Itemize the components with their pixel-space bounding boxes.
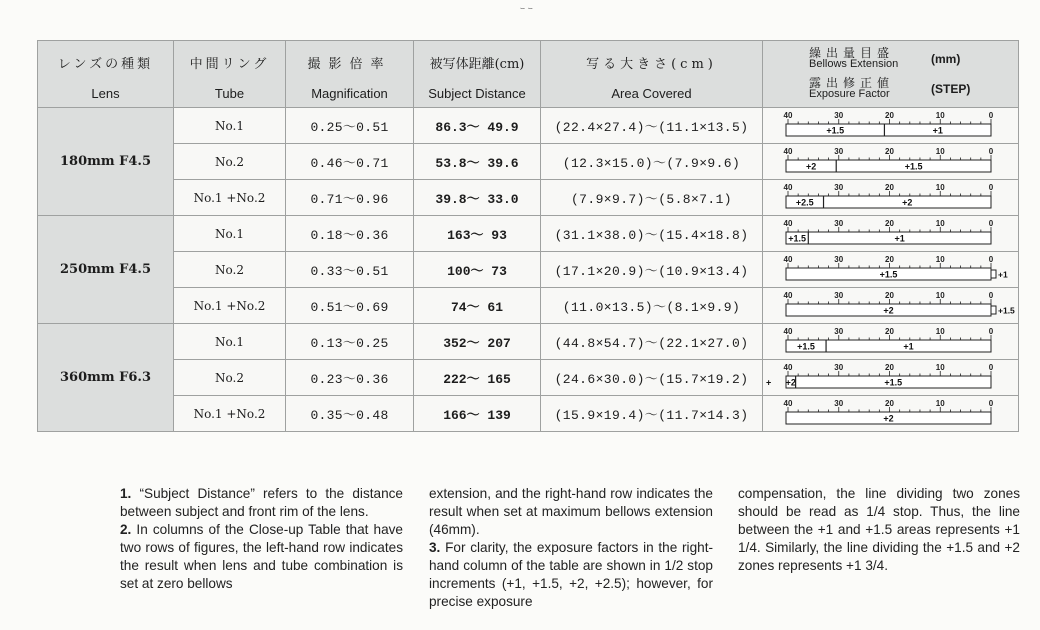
scale-tick-label: 0 [988,255,994,264]
scale-tick-label: 10 [935,147,945,156]
exposure-zone-label: +1 [903,341,914,352]
notes-column-2 [429,485,713,611]
exposure-zone-label: +2 [883,413,894,424]
area-cell: (24.6×30.0)〜(15.7×19.2) [541,360,763,396]
closeup-table-wrapper [37,40,1018,426]
tube-cell: No.1 [174,108,286,144]
exposure-zone-label: +1 [894,233,905,244]
tube-cell: No.1 [174,324,286,360]
distance-cell: 53.8〜 39.6 [414,144,541,180]
bellows-scale [763,144,1019,179]
notes-column-3 [738,485,1020,575]
scale-tick-label: 40 [783,111,793,120]
magnification-cell: 0.25〜0.51 [286,108,414,144]
bellows-scale-cell [763,288,1019,324]
distance-cell: 39.8〜 33.0 [414,180,541,216]
distance-cell: 222〜 165 [414,360,541,396]
header-bellows-exposure: 繰出量目盛 Bellows Extension (mm) 露出修正値 Exposure Factor (STEP) [763,41,1019,108]
exposure-overflow-label: +1 [998,269,1008,280]
scale-tick-label: 10 [935,255,945,264]
scale-tick-label: 10 [935,399,945,408]
bellows-scale [763,396,1019,431]
scale-tick-label: 40 [783,291,793,300]
scale-tick-label: 10 [935,219,945,228]
scale-tick-label: 20 [885,399,894,408]
magnification-cell: 0.23〜0.36 [286,360,414,396]
area-cell: (31.1×38.0)〜(15.4×18.8) [541,216,763,252]
scale-tick-label: 0 [988,147,994,156]
exposure-zone-label: +2 [902,197,913,208]
note-paragraph: 3. For clarity, the exposure factors in the right-hand column of the table are shown in 1/2 stop increments (+1, +1.5, +2, +2.5); however, for precise exposure [429,540,713,609]
exposure-box [786,340,991,352]
tube-cell: No.1 [174,216,286,252]
exposure-zone-label: +2.5 [795,197,814,208]
tube-cell: No.1 +No.2 [174,180,286,216]
scale-tick-label: 20 [885,327,894,336]
bellows-scale [763,288,1019,323]
distance-cell: 163〜 93 [414,216,541,252]
top-mark: ｰ ｰ [520,4,533,15]
scale-tick-label: 40 [783,255,793,264]
scale-tick-label: 0 [988,363,994,372]
scale-tick-label: 40 [783,183,793,192]
tube-cell: No.1 +No.2 [174,396,286,432]
scale-tick-label: 10 [935,327,945,336]
tube-cell: No.2 [174,360,286,396]
note-paragraph: 2. In columns of the Close-up Table that have two rows of figures, the left-hand row indicates the result when lens and tube combination is set at zero bellows [120,522,403,591]
overflow-box [991,270,996,278]
tube-cell: No.1 +No.2 [174,288,286,324]
exposure-overflow-label: +1.5 [998,305,1015,316]
table-row [38,180,1019,216]
magnification-cell: 0.18〜0.36 [286,216,414,252]
header-area-covered: 写る大きさ(cm) Area Covered [541,41,763,108]
table-row [38,252,1019,288]
bellows-scale [763,108,1019,143]
scale-tick-label: 10 [935,291,945,300]
scale-tick-label: 40 [783,147,793,156]
lens-cell: 250mm F4.5 [38,216,174,324]
tube-cell: No.2 [174,144,286,180]
bellows-scale [763,216,1019,251]
area-cell: (11.0×13.5)〜(8.1×9.9) [541,288,763,324]
scale-tick-label: 30 [834,255,844,264]
magnification-cell: 0.13〜0.25 [286,324,414,360]
exposure-box [786,160,991,172]
area-cell: (44.8×54.7)〜(22.1×27.0) [541,324,763,360]
scale-tick-label: 20 [885,255,894,264]
table-row [38,360,1019,396]
exposure-overflow-label: + [766,377,772,388]
scale-tick-label: 10 [935,363,945,372]
exposure-zone-label: +1 [932,125,943,136]
distance-cell: 100〜 73 [414,252,541,288]
scale-tick-label: 20 [885,183,894,192]
scale-tick-label: 30 [834,291,844,300]
distance-cell: 166〜 139 [414,396,541,432]
magnification-cell: 0.46〜0.71 [286,144,414,180]
magnification-cell: 0.35〜0.48 [286,396,414,432]
exposure-zone-label: +1.5 [826,125,845,136]
table-row [38,396,1019,432]
bellows-scale [763,324,1019,359]
scale-tick-label: 20 [885,363,894,372]
header-tube: 中間リング Tube [174,41,286,108]
note-paragraph: 1. “Subject Distance” refers to the distance between subject and front rim of the lens. [120,486,403,519]
scale-tick-label: 40 [783,327,793,336]
area-cell: (22.4×27.4)〜(11.1×13.5) [541,108,763,144]
bellows-scale [763,252,1019,287]
lens-cell: 360mm F6.3 [38,324,174,432]
table-row [38,144,1019,180]
bellows-scale-cell [763,252,1019,288]
scale-tick-label: 30 [834,399,844,408]
exposure-zone-label: +1.5 [904,161,923,172]
scale-tick-label: 10 [935,111,945,120]
area-cell: (7.9×9.7)〜(5.8×7.1) [541,180,763,216]
header-magnification: 撮影倍率 Magnification [286,41,414,108]
scale-tick-label: 30 [834,147,844,156]
bellows-scale-cell [763,108,1019,144]
distance-cell: 86.3〜 49.9 [414,108,541,144]
note-paragraph: compensation, the line dividing two zones should be read as 1/4 stop. Thus, the line between the +1 and +1.5 areas represents +1 1/4. Similarly, the line dividing the +1.5 and +2 zones represents +1 3/4. [738,486,1020,573]
exposure-box [786,196,991,208]
table-header-row [38,41,1019,108]
overflow-box [991,306,996,314]
exposure-zone-label: +1.5 [879,269,898,280]
area-cell: (17.1×20.9)〜(10.9×13.4) [541,252,763,288]
bellows-scale-cell [763,180,1019,216]
tube-cell: No.2 [174,252,286,288]
scale-tick-label: 30 [834,183,844,192]
scale-tick-label: 20 [885,147,894,156]
scale-tick-label: 10 [935,183,945,192]
exposure-zone-label: +2 [785,377,796,388]
magnification-cell: 0.33〜0.51 [286,252,414,288]
table-row [38,108,1019,144]
bellows-scale-cell [763,396,1019,432]
table-row [38,324,1019,360]
scale-tick-label: 0 [988,399,994,408]
distance-cell: 352〜 207 [414,324,541,360]
bellows-scale-cell [763,144,1019,180]
exposure-zone-label: +1.5 [797,341,815,352]
scale-tick-label: 30 [834,363,844,372]
scale-tick-label: 20 [885,219,894,228]
area-cell: (15.9×19.4)〜(11.7×14.3) [541,396,763,432]
table-body [38,108,1019,432]
scale-tick-label: 20 [885,291,894,300]
header-lens: レンズの種類 Lens [38,41,174,108]
exposure-zone-label: +1.5 [884,377,903,388]
header-subject-distance: 被写体距離(cm) Subject Distance [414,41,541,108]
scale-tick-label: 0 [988,291,994,300]
scale-tick-label: 40 [783,399,793,408]
exposure-box [786,232,991,244]
lens-cell: 180mm F4.5 [38,108,174,216]
exposure-box [786,124,991,136]
bellows-scale-cell [763,324,1019,360]
magnification-cell: 0.51〜0.69 [286,288,414,324]
bellows-scale [763,180,1019,215]
bellows-scale [763,360,1019,395]
magnification-cell: 0.71〜0.96 [286,180,414,216]
scale-tick-label: 30 [834,111,844,120]
scale-tick-label: 0 [988,183,994,192]
closeup-table [37,40,1019,432]
scale-tick-label: 20 [885,111,894,120]
scale-tick-label: 30 [834,219,844,228]
distance-cell: 74〜 61 [414,288,541,324]
scale-tick-label: 0 [988,111,994,120]
table-row [38,288,1019,324]
table-row [38,216,1019,252]
bellows-scale-cell [763,216,1019,252]
exposure-zone-label: +1.5 [788,233,807,244]
scale-tick-label: 40 [783,363,793,372]
bellows-scale-cell [763,360,1019,396]
notes-column-1 [120,485,403,593]
scale-tick-label: 0 [988,327,994,336]
scale-tick-label: 40 [783,219,793,228]
area-cell: (12.3×15.0)〜(7.9×9.6) [541,144,763,180]
scale-tick-label: 30 [834,327,844,336]
scale-tick-label: 0 [988,219,994,228]
exposure-zone-label: +2 [805,161,817,172]
note-paragraph: extension, and the right-hand row indicates the result when set at maximum bellows extension (46mm). [429,486,713,537]
exposure-zone-label: +2 [883,305,894,316]
